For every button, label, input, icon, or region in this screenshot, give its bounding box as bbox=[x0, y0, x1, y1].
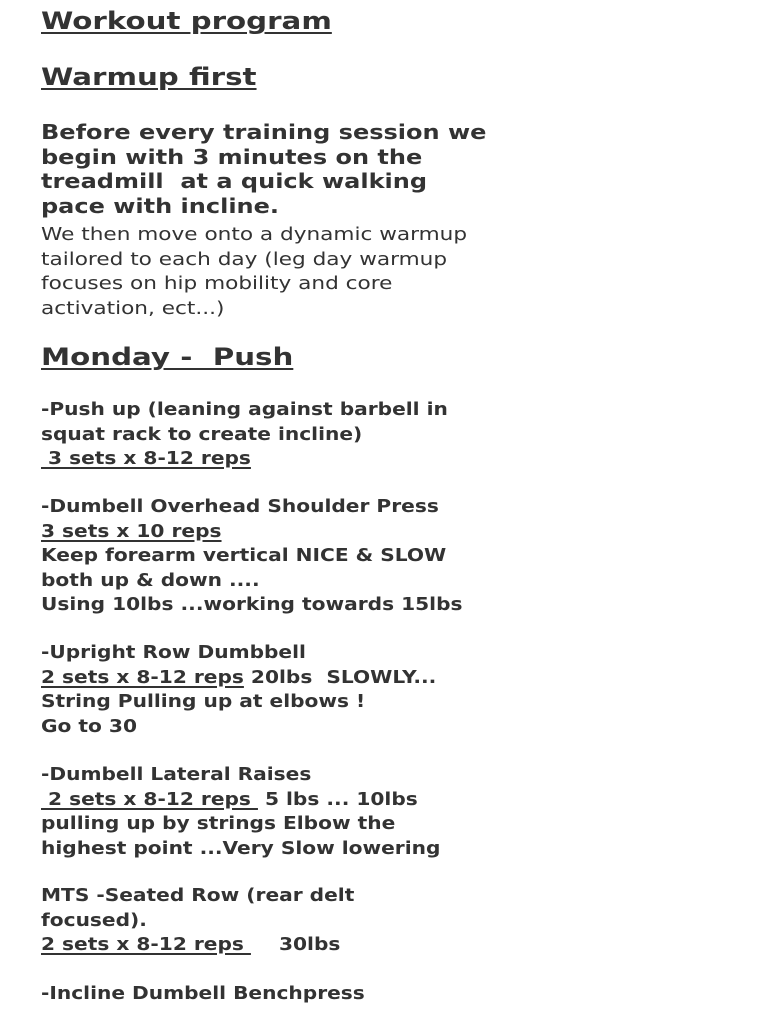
warmup-lead bbox=[41, 120, 487, 218]
exercise-name: focused). bbox=[41, 909, 147, 931]
warmup-body-line: tailored to each day (leg day warmup bbox=[41, 248, 448, 270]
warmup-body-line: activation, ect...) bbox=[41, 297, 225, 319]
exercise-note: both up & down .... bbox=[41, 569, 260, 591]
exercise-name: MTS -Seated Row (rear delt bbox=[41, 885, 355, 906]
exercise-sets: 2 sets x 8-12 reps bbox=[41, 666, 244, 688]
warmup-lead-line: pace with incline. bbox=[41, 193, 280, 218]
exercise-name: squat rack to create incline) bbox=[41, 423, 363, 445]
warmup-lead-line: treadmill at a quick walking bbox=[41, 169, 428, 193]
exercise-name: -Incline Dumbell Benchpress bbox=[41, 983, 365, 1004]
warmup-heading: Warmup first bbox=[41, 63, 257, 91]
monday-heading: Monday - Push bbox=[41, 343, 294, 371]
warmup-body-line: focuses on hip mobility and core bbox=[41, 273, 393, 294]
exercise-note: pulling up by strings Elbow the bbox=[41, 813, 396, 834]
exercise-sets: 2 sets x 8-12 reps bbox=[41, 788, 258, 810]
exercise-note: Keep forearm vertical NICE & SLOW bbox=[41, 545, 447, 566]
exercise-note: highest point ...Very Slow lowering bbox=[41, 837, 441, 859]
warmup-body bbox=[41, 223, 468, 321]
exercise-push-up bbox=[41, 398, 448, 472]
page-title: Workout program bbox=[41, 7, 332, 35]
exercise-sets-row bbox=[41, 666, 436, 691]
exercise-name: -Dumbell Lateral Raises bbox=[41, 764, 312, 785]
exercise-shoulder-press bbox=[41, 495, 463, 618]
exercise-note: Go to 30 bbox=[41, 715, 137, 737]
exercise-weight: 30lbs bbox=[250, 934, 341, 955]
exercise-name: -Dumbell Overhead Shoulder Press bbox=[41, 496, 439, 517]
exercise-weight: 5 lbs ... 10lbs bbox=[257, 788, 418, 810]
exercise-sets: 2 sets x 8-12 reps bbox=[41, 934, 251, 955]
exercise-sets-row bbox=[41, 788, 440, 813]
warmup-lead-line: begin with 3 minutes on the bbox=[41, 144, 423, 169]
exercise-name: -Push up (leaning against barbell in bbox=[41, 399, 448, 420]
exercise-sets-row bbox=[41, 933, 354, 958]
exercise-lateral-raises bbox=[41, 763, 441, 861]
exercise-sets: 3 sets x 10 reps bbox=[41, 520, 222, 542]
exercise-weight: 20lbs SLOWLY... bbox=[243, 666, 437, 688]
exercise-seated-row bbox=[41, 884, 355, 958]
exercise-note: String Pulling up at elbows ! bbox=[41, 691, 366, 712]
exercise-incline-bench bbox=[41, 982, 365, 1007]
exercise-name: -Upright Row Dumbbell bbox=[41, 642, 306, 663]
exercise-upright-row bbox=[41, 641, 437, 739]
warmup-lead-line: Before every training session we bbox=[41, 120, 487, 144]
warmup-body-line: We then move onto a dynamic warmup bbox=[41, 224, 468, 245]
exercise-note: Using 10lbs ...working towards 15lbs bbox=[41, 594, 463, 615]
exercise-sets: 3 sets x 8-12 reps bbox=[41, 448, 251, 469]
